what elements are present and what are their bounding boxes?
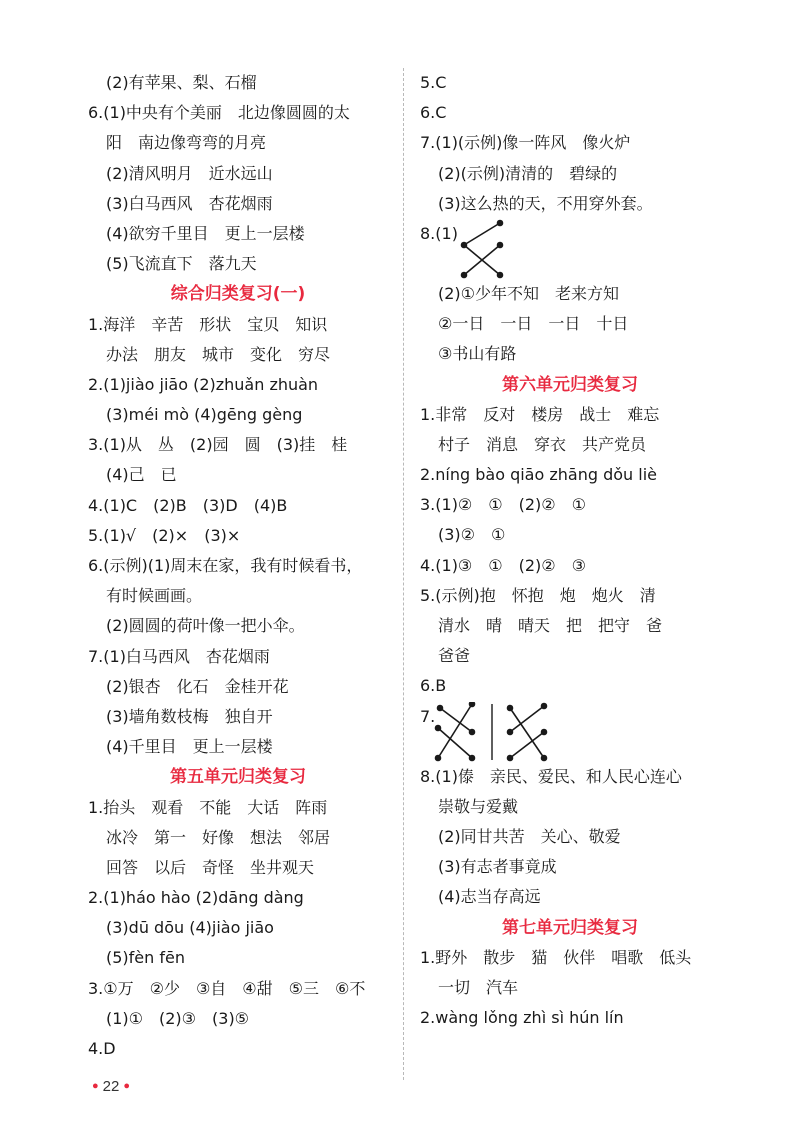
answer-line: 冰冷 第一 好像 想法 邻居 [106, 827, 331, 847]
right-column [420, 68, 720, 1033]
answer-line: 阳 南边像弯弯的月亮 [106, 133, 267, 153]
page-footer [88, 1078, 134, 1095]
answer-line: 6.C [420, 103, 447, 123]
answer-line: (2)同甘共苦 关心、敬爱 [438, 826, 621, 846]
answer-line: 6.(示例)(1)周末在家，我有时候看书， [88, 556, 363, 575]
answer-line: (2)有苹果、梨、石榴 [106, 73, 257, 92]
answer-line: (3)有志者事竟成 [438, 857, 557, 877]
answer-line: (5)fèn fēn [106, 948, 185, 968]
answer-line: (4)欲穷千里目 更上一层楼 [106, 223, 305, 243]
answer-line: 5.(1)√ (2)× (3)× [88, 525, 241, 545]
answer-line: 4.(1)C (2)B (3)D (4)B [88, 495, 288, 515]
answer-line: (5)飞流直下 落九天 [106, 254, 257, 274]
answer-line: (3)dū dōu (4)jiào jiāo [106, 918, 274, 938]
section-heading: 综合归类复习(一) [170, 284, 306, 305]
answer-line: 1.野外 散步 猫 伙伴 唱歌 低头 [420, 947, 692, 967]
answer-line: 崇敬与爱戴 [438, 796, 519, 816]
answer-line: 7.(1)白马西风 杏花烟雨 [88, 646, 270, 666]
match-8-label: 8.(1) [420, 223, 458, 243]
answer-line: 5.(示例)抱 怀抱 炮 炮火 清 [420, 585, 656, 605]
answer-line: 8.(1)傣 亲民、爱民、和人民心连心 [420, 766, 682, 786]
answer-line: (3)白马西风 杏花烟雨 [106, 193, 273, 213]
answer-line: 4.D [88, 1039, 116, 1058]
section-heading: 第五单元归类复习 [170, 767, 306, 788]
answer-line: (3)这么热的天，不用穿外套。 [438, 193, 653, 213]
answer-line: 7.(1)(示例)像一阵风 像火炉 [420, 133, 631, 153]
answer-line: (2)银杏 化石 金桂开花 [106, 676, 289, 696]
answer-line: 6.B [420, 676, 447, 696]
answer-line: 办法 朋友 城市 变化 穷尽 [106, 344, 331, 364]
answer-line: (3)méi mò (4)gēng gèng [106, 405, 303, 425]
answer-line: (2)①少年不知 老来方知 [438, 283, 620, 303]
answer-line: 3.(1)② ① (2)② ① [420, 495, 586, 515]
answer-line: 4.(1)③ ① (2)② ③ [420, 555, 586, 575]
answer-line: 一切 汽车 [438, 977, 519, 997]
section-heading: 第六单元归类复习 [502, 374, 638, 395]
match-8-lines [420, 219, 540, 279]
answer-line: 3.①万 ②少 ③自 ④甜 ⑤三 ⑥不 [88, 978, 366, 998]
answer-line: 有时候画画。 [106, 586, 203, 606]
answer-line: ②一日 一日 一日 十日 [438, 314, 629, 334]
answer-line: 2.(1)jiào jiāo (2)zhuǎn zhuàn [88, 374, 319, 394]
answer-line: 1.非常 反对 楼房 战士 难忘 [420, 404, 660, 424]
matching-diagram-8 [420, 219, 720, 279]
matching-diagram-7 [420, 702, 720, 762]
answer-line: ③书山有路 [438, 344, 517, 364]
answer-line: (4)己 已 [106, 465, 177, 485]
answer-line: 2.(1)háo hào (2)dāng dàng [88, 888, 304, 908]
answer-line: 爸爸 [438, 646, 471, 666]
bullet-dot: ● [92, 1080, 99, 1092]
match-7-lines [420, 702, 570, 762]
column-divider [403, 68, 404, 1080]
section-heading: 第七单元归类复习 [502, 917, 638, 938]
answer-line: (2)(示例)清清的 碧绿的 [438, 163, 618, 183]
answer-line: 清水 晴 晴天 把 把守 爸 [438, 616, 663, 635]
answer-line: (1)① (2)③ (3)⑤ [106, 1008, 250, 1028]
answer-line: 回答 以后 奇怪 坐井观天 [106, 857, 315, 877]
answer-line: 2.wàng lǒng zhì sì hún lín [420, 1008, 624, 1028]
answer-line: (3)② ① [438, 525, 506, 545]
answer-line: (2)清风明月 近水远山 [106, 163, 273, 183]
page-number: 22 [102, 1078, 120, 1095]
answer-line: (4)千里目 更上一层楼 [106, 737, 273, 757]
answer-line: 村子 消息 穿衣 共产党员 [438, 434, 647, 454]
answer-line: (2)圆圆的荷叶像一把小伞。 [106, 616, 305, 636]
bullet-dot: ● [123, 1080, 130, 1092]
answer-line: 1.抬头 观看 不能 大话 阵雨 [88, 797, 328, 817]
left-column [88, 68, 388, 1064]
answer-line: 3.(1)从 丛 (2)园 圆 (3)挂 桂 [88, 435, 348, 455]
answer-line: 1.海洋 辛苦 形状 宝贝 知识 [88, 314, 328, 334]
match-7-label: 7. [420, 706, 436, 726]
answer-line: 6.(1)中央有个美丽 北边像圆圆的太 [88, 103, 350, 123]
answer-line: 5.C [420, 73, 447, 92]
answer-line: 2.níng bào qiāo zhāng dǒu liè [420, 465, 657, 485]
answer-line: (4)志当存高远 [438, 887, 541, 907]
answer-line: (3)墙角数枝梅 独自开 [106, 706, 273, 726]
